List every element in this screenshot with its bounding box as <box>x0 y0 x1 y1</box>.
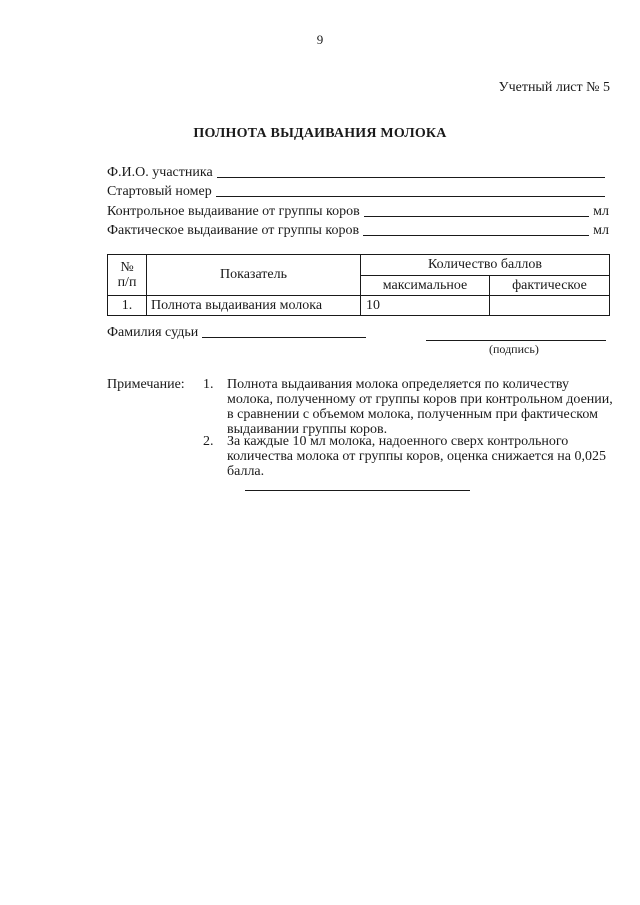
judge-field <box>107 325 366 341</box>
note-label: Примечание: <box>107 377 185 392</box>
end-divider <box>245 490 470 491</box>
header-points: Количество баллов <box>361 255 610 276</box>
signature-caption: (подпись) <box>489 342 539 356</box>
header-indicator: Показатель <box>147 255 361 296</box>
start-number-field <box>107 182 609 200</box>
participant-input-line[interactable] <box>217 176 605 178</box>
header-num-line1: № <box>120 260 134 275</box>
score-table <box>107 254 610 316</box>
control-milking-input-line[interactable] <box>364 215 589 217</box>
start-number-input-line[interactable] <box>216 195 605 197</box>
row-indicator: Полнота выдаивания молока <box>147 296 361 316</box>
start-number-label: Стартовый номер <box>107 184 212 199</box>
control-milking-field <box>107 202 609 220</box>
header-max: максимальное <box>361 276 490 296</box>
table-row <box>108 296 610 316</box>
header-num <box>108 255 147 296</box>
page-title: ПОЛНОТА ВЫДАИВАНИЯ МОЛОКА <box>193 126 447 141</box>
page-number: 9 <box>316 32 324 47</box>
actual-milking-label: Фактическое выдаивание от группы коров <box>107 223 360 238</box>
actual-milking-field <box>107 221 609 239</box>
judge-label: Фамилия судьи <box>107 325 199 340</box>
note-item <box>203 377 613 437</box>
sheet-number: Учетный лист № 5 <box>498 80 610 95</box>
control-milking-unit: мл <box>593 204 609 219</box>
header-num-line2: п/п <box>117 275 137 290</box>
row-actual-input[interactable] <box>490 296 610 316</box>
note-text: Полнота выдаивания молока определяется по количеству молока, полученному от группы коров при контрольном доении, в сравнении с объемом молока, полученным при фактическом выдаивании группы коров. <box>227 377 613 437</box>
row-num: 1. <box>108 296 147 316</box>
participant-field <box>107 163 609 181</box>
note-text: За каждые 10 мл молока, надоенного сверх контрольного количества молока от группы коров, оценка снижается на 0,025 балла. <box>227 434 606 479</box>
participant-label: Ф.И.О. участника <box>107 165 213 180</box>
row-max: 10 <box>361 296 490 316</box>
control-milking-label: Контрольное выдаивание от группы коров <box>107 204 360 219</box>
actual-milking-input-line[interactable] <box>363 234 589 236</box>
signature-line[interactable] <box>426 340 606 341</box>
note-number: 1. <box>203 377 214 392</box>
actual-milking-unit: мл <box>593 223 609 238</box>
header-actual: фактическое <box>490 276 610 296</box>
note-item <box>203 434 613 479</box>
judge-input-line[interactable] <box>202 336 366 338</box>
note-number: 2. <box>203 434 214 449</box>
